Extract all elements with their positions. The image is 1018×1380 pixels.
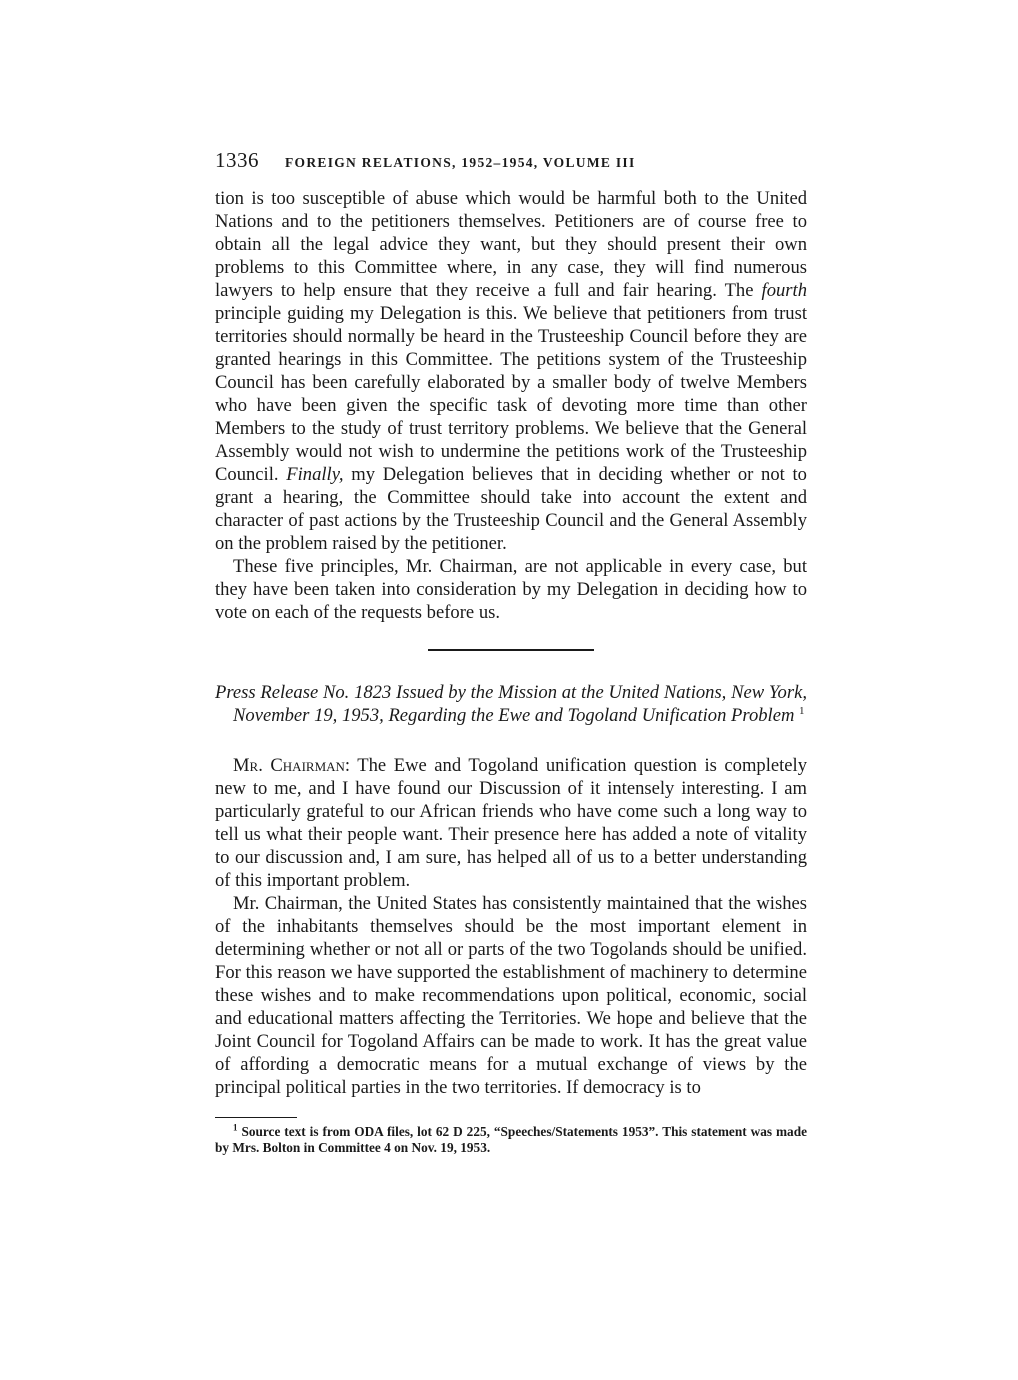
emphasis-text: Finally,	[286, 464, 344, 485]
footnote-rule	[215, 1117, 297, 1118]
body-paragraph: tion is too susceptible of abuse which would be harmful both to the United Nations and to the petitioners themselves. Petitioners are of course free to obtain all the legal advice they want, but they should present their own problems to this Committee where, in any case, they will find numerous lawyers to help ensure that they receive a full and fair hearing. The fourth principle guiding my Delegation is this. We believe that petitioners from trust territories should normally be heard in the Trusteeship Council before they are granted hearings in this Committee. The petitions system of the Trusteeship Council has been carefully elaborated by a smaller body of twelve Members who have been given the specific task of devoting more time than other Members to the study of trust territory problems. We believe that the General Assembly would not wish to undermine the petitions work of the Trusteeship Council. Finally, my Delegation believes that in deciding whether or not to grant a hearing, the Committee should take into account the extent and character of past actions by the Trusteeship Council and the General Assembly on the problem raised by the petitioner.	[215, 188, 807, 554]
emphasis-text: fourth	[761, 280, 807, 301]
document-page	[215, 148, 807, 1155]
section-divider	[428, 649, 594, 651]
body-paragraph: Mr. Chairman, the United States has consistently maintained that the wishes of the inhabitants themselves should be the most important element in determining whether or not all or parts of the two Togolands should be unified. For this reason we have supported the establishment of machinery to determine these wishes and to make recommendations upon political, economic, social and educational matters affecting the Territories. We hope and believe that the Joint Council for Togoland Affairs can be made to work. It has the great value of affording a democratic means for a mutual exchange of views by the principal political parties in the two territories. If democracy is to	[215, 893, 807, 1098]
page-number: 1336	[215, 148, 259, 172]
body-paragraph: Mr. Chairman: The Ewe and Togoland unification question is completely new to me, and I have found our Discussion of it intensely interesting. I am particularly grateful to our African friends who have come such a long way to tell us what their people want. Their presence here has added a note of vitality to our discussion and, I am sure, has helped all of us to a better understanding of this important problem.	[215, 755, 808, 891]
footnote-marker: 1	[233, 1122, 238, 1133]
running-head	[215, 148, 807, 173]
document-heading: Press Release No. 1823 Issued by the Mission at the United Nations, New York, November 19, 1953, Regarding the Ewe and Togoland Unification Problem $^1$	[215, 682, 807, 726]
footnote-reference: 1	[799, 704, 805, 717]
body-paragraph: These five principles, Mr. Chairman, are not applicable in every case, but they have been taken into consideration by my Delegation in deciding how to vote on each of the requests before us.	[215, 556, 807, 623]
footnote: $^1$ Source text is from ODA files, lot 62 D 225, “Speeches/Statements 1953”. This statement was made by Mrs. Bolton in Committee 4 on Nov. 19, 1953.	[215, 1122, 808, 1155]
salutation: Mr. Chairman:	[233, 755, 351, 776]
running-title: FOREIGN RELATIONS, 1952–1954, VOLUME III	[285, 155, 636, 170]
